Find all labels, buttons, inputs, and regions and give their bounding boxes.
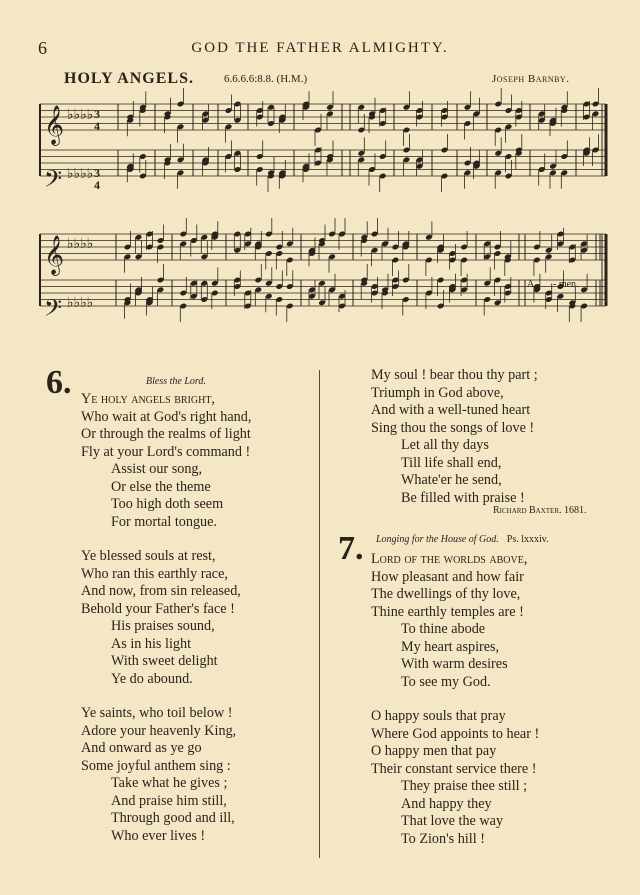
- svg-text:♭♭♭♭: ♭♭♭♭: [67, 107, 94, 123]
- verse-line: Through good and ill,: [111, 810, 235, 826]
- svg-text:4: 4: [94, 178, 100, 192]
- page-number: 6: [38, 38, 47, 58]
- stanza: [81, 705, 251, 845]
- staff-lines: [40, 104, 606, 306]
- verse-line: For mortal tongue.: [111, 513, 217, 530]
- psalm-reference: Ps. lxxxiv.: [506, 534, 549, 545]
- hymn-6-title: Bless the Lord.: [146, 376, 206, 387]
- music-score: [0, 0, 640, 340]
- tune-meter: 6.6.6.6:8.8. (H.M.): [224, 73, 308, 85]
- verse-line: To Zion's hill !: [401, 830, 485, 847]
- verse-line: And happy they: [401, 795, 492, 812]
- amen-syllable-men: - men.: [553, 279, 579, 290]
- verse-line: Who ran this earthly race,: [81, 565, 228, 582]
- verse-line: Fly at your Lord's command !: [81, 443, 251, 460]
- composer: Joseph Barnby.: [492, 73, 570, 85]
- verse-line: Thine earthly temples are !: [371, 603, 524, 620]
- stanza: [81, 391, 251, 531]
- verse-line: Who wait at God's right hand,: [81, 408, 252, 425]
- verse-line: Or through the realms of light: [81, 426, 251, 442]
- verse-line: Sing thou the songs of love !: [371, 419, 535, 436]
- verse-line: O happy men that pay: [371, 743, 497, 759]
- verse-line: My heart aspires,: [401, 638, 500, 655]
- verse-line: Ye holy angels bright,: [81, 391, 215, 407]
- hymn-6-stanza-4: [371, 367, 538, 524]
- svg-text:3: 3: [94, 166, 100, 180]
- amen-syllable-a: A: [527, 279, 535, 290]
- hymn-7-number: 7.: [338, 530, 364, 567]
- verse-line: The dwellings of thy love,: [371, 586, 521, 602]
- hymn-6-number: 6.: [46, 364, 72, 401]
- verse-line: Triumph in God above,: [371, 384, 504, 401]
- hymn-7-title: Longing for the House of God. Ps. lxxxiv.: [376, 534, 549, 545]
- verse-line: And now, from sin released,: [81, 583, 241, 599]
- svg-text:♭♭♭♭: ♭♭♭♭: [67, 295, 94, 311]
- verse-line: To thine abode: [401, 621, 486, 637]
- svg-text:♭♭♭♭: ♭♭♭♭: [67, 236, 94, 252]
- svg-text:𝄞: 𝄞: [44, 105, 65, 145]
- verse-line: His praises sound,: [111, 618, 215, 634]
- verse-line: That love the way: [401, 813, 504, 829]
- tune-name: HOLY ANGELS.: [64, 70, 194, 87]
- verse-line: O happy souls that pray: [371, 708, 506, 724]
- verse-line: And onward as ye go: [81, 740, 202, 756]
- verse-line: Assist our song,: [111, 461, 203, 477]
- verse-line: Let all thy days: [401, 437, 489, 453]
- hymn-6-text: [81, 391, 251, 862]
- svg-text:𝄞: 𝄞: [44, 235, 65, 275]
- svg-text:4: 4: [94, 119, 100, 133]
- verse-line: To see my God.: [401, 673, 491, 690]
- verse-line: With warm desires: [401, 656, 508, 672]
- svg-text:𝄢: 𝄢: [44, 165, 63, 198]
- verse-line: Their constant service there !: [371, 760, 537, 777]
- stanza: [371, 708, 539, 848]
- verse-line: And with a well-tuned heart: [371, 402, 531, 418]
- verse-line: Some joyful anthem sing :: [81, 757, 231, 774]
- svg-text:3: 3: [94, 107, 100, 121]
- verse-line: Lord of the worlds above,: [371, 551, 528, 567]
- svg-text:♭♭♭♭: ♭♭♭♭: [67, 166, 94, 182]
- verse-line: Ye blessed souls at rest,: [81, 548, 216, 564]
- svg-text:𝄢: 𝄢: [44, 294, 63, 327]
- verse-line: Be filled with praise !: [401, 489, 525, 506]
- stanza: [371, 551, 539, 691]
- verse-line: With sweet delight: [111, 653, 218, 669]
- verse-line: And praise him still,: [111, 792, 227, 809]
- verse-line: Ye saints, who toil below !: [81, 705, 233, 721]
- stanza: [81, 548, 251, 688]
- verse-line: Ye do abound.: [111, 670, 193, 687]
- running-title: GOD THE FATHER ALMIGHTY.: [191, 40, 449, 56]
- column-divider: [319, 370, 320, 858]
- verse-line: Take what he gives ;: [111, 775, 228, 791]
- verse-line: Till life shall end,: [401, 454, 502, 471]
- verse-line: How pleasant and how fair: [371, 568, 524, 585]
- verse-line: They praise thee still ;: [401, 778, 528, 794]
- verse-line: Behold your Father's face !: [81, 600, 235, 617]
- hymn-7-text: [371, 551, 539, 865]
- verse-line: As in his light: [111, 635, 192, 652]
- verse-line: Who ever lives !: [111, 827, 206, 844]
- verse-line: Where God appoints to hear !: [371, 725, 540, 742]
- verse-line: Too high doth seem: [111, 496, 224, 512]
- attribution: Richard Baxter. 1681.: [493, 505, 587, 516]
- stanza: [371, 367, 538, 507]
- verse-line: Or else the theme: [111, 478, 211, 495]
- time-signature: [94, 107, 100, 192]
- verse-line: Adore your heavenly King,: [81, 722, 237, 739]
- verse-line: Whate'er he send,: [401, 472, 502, 488]
- verse-line: My soul ! bear thou thy part ;: [371, 367, 538, 383]
